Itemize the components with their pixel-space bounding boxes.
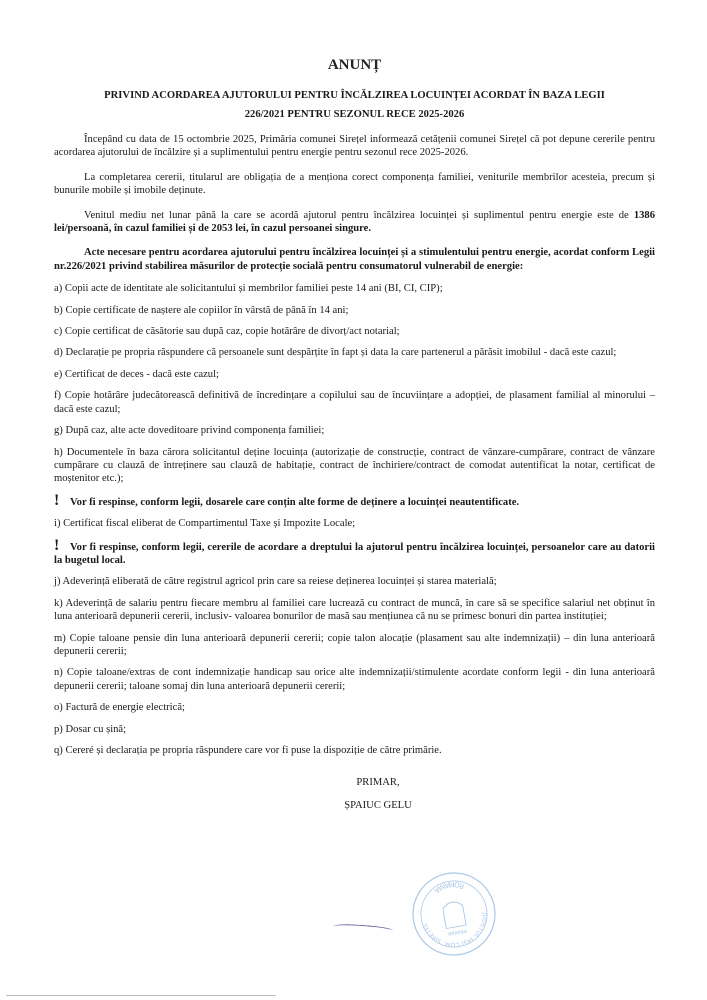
stamp-text-bottom: ROMANIA	[432, 879, 466, 895]
exclamation-icon: !	[54, 536, 60, 554]
handwritten-signature	[333, 923, 393, 934]
list-item-o: o) Factură de energie electrică;	[54, 702, 185, 714]
list-item-n: n) Copie taloane/extras de cont indemnizație handicap sau orice alte indemnizații/stimulente acordate conform legii - din luna anterioară depunerii cererii; taloane somaj din luna anterioară depunerii cererii;	[54, 667, 655, 692]
income-thresholds: 1386 lei/persoană, în cazul familiei și de 2053 lei, în cazul persoanei singure.	[54, 209, 655, 235]
list-item-b: b) Copie certificate de naștere ale copiilor în vârstă de până în 14 ani;	[54, 304, 349, 316]
list-item-j: j) Adeverință eliberată de către registrul agricol prin care sa reiese deținerea locuinței și starea materială;	[54, 576, 497, 588]
list-item-e: e) Certificat de deces - dacă este cazul;	[54, 368, 219, 380]
warning-text-1: Vor fi respinse, conform legii, dosarele care conțin alte forme de deținere a locuinței neautentificate.	[70, 496, 520, 508]
income-text: Venitul mediu net lunar până la care se acordă ajutorul pentru încălzirea locuinței și suplimentul pentru energie este de	[84, 209, 634, 221]
signature-name: ȘPAIUC GELU	[344, 800, 412, 812]
exclamation-icon: !	[54, 491, 60, 509]
income-paragraph	[54, 209, 655, 236]
stamp-text-top: JUDEȚUL IAȘI COM. SIREȚEL	[421, 912, 489, 949]
stamp-label: PRIMAR	[447, 927, 468, 937]
list-item-g: g) După caz, alte acte doveditoare privind componența familiei;	[54, 425, 325, 437]
list-item-k: k) Adeverință de salariu pentru fiecare membru al familiei care lucrează cu contract de muncă, în care să se specifice salariul net obținut în luna anterioară depunerii cererii, inclusiv- valoarea bonurilor de masă sau mențiunea că nu se primesc bonuri din partea instituției;	[54, 597, 655, 623]
list-item-q: q) Cereré și declarația pe propria răspundere care vor fi puse la dispoziție de către primărie.	[54, 745, 442, 756]
list-item-d: d) Declarație pe propria răspundere că persoanele sunt despărțite în fapt și data la care partenerul a părăsit imobilul - dacă este cazul;	[54, 347, 617, 359]
list-item-a: a) Copii acte de identitate ale solicitantului și membrilor familiei peste 14 ani (BI, CI, CIP);	[54, 283, 443, 295]
list-item-f: f) Copie hotărâre judecătorească definitivă de încredințare a copilului sau de încuviințare a adopției, de plasament familial al minorului – dacă este cazul;	[54, 390, 655, 415]
list-item-m: m) Copie taloane pensie din luna anterioară depunerii cererii; copie talon alocație (plasament sau alte indemnizații) – din luna anterioară depunerii cererii;	[54, 632, 655, 657]
warning-text-2: Vor fi respinse, conform legii, cererile de acordare a dreptului la ajutorul pentru încălzirea locuinței, persoanelor care au datorii la bugetul local.	[54, 541, 655, 566]
document-subtitle	[50, 86, 659, 124]
official-stamp-icon	[411, 871, 497, 957]
list-item-h: h) Documentele în baza cărora solicitantul deține locuința (autorizație de construcție, contract de vânzare-cumpărare, contract de vânzare cumpărare cu clauză de întreținere sau clauză de habitație, contract de închiriere/contract de comodat autentificat la notar, certificat de moștenitor etc.);	[54, 446, 655, 485]
warning-unauthenticated	[54, 491, 655, 509]
stamp-coat-of-arms	[442, 900, 466, 928]
signature-role: PRIMAR,	[356, 777, 400, 789]
list-item-c: c) Copie certificat de căsătorie sau după caz, copie hotărâre de divorț/act notarial;	[54, 326, 400, 338]
documents-heading: Acte necesare pentru acordarea ajutorului pentru încălzirea locuinței și a stimulentului pentru energie, acordat conform Legii nr.226/2021 privind stabilirea măsurilor de protecție socială pentru consumatorul vulnerabil de energie:	[54, 247, 655, 272]
signature-block	[318, 771, 438, 817]
list-item-i: i) Certificat fiscal eliberat de Compartimentul Taxe și Impozite Locale;	[54, 518, 356, 530]
list-item-p: p) Dosar cu șină;	[54, 723, 127, 735]
document-title: ANUNȚ	[327, 57, 382, 73]
document-body	[54, 56, 655, 817]
subtitle-line-1: PRIVIND ACORDAREA AJUTORULUI PENTRU ÎNCĂLZIREA LOCUINȚEI ACORDAT ÎN BAZA LEGII	[104, 90, 605, 101]
obligation-paragraph: La completarea cererii, titularul are obligația de a menționa corect componența familiei, veniturile membrilor acesteia, precum și bunurile mobile și imobile deținute.	[54, 171, 655, 197]
page-bottom-edge	[6, 995, 276, 996]
warning-local-debts	[54, 536, 655, 568]
subtitle-line-2: 226/2021 PENTRU SEZONUL RECE 2025-2026	[244, 109, 465, 120]
intro-paragraph: Începând cu data de 15 octombrie 2025, Primăria comunei Sirețel informează cetățenii comunei Sirețel că pot depune cererile pentru acordarea ajutorului de încălzire și a suplimentului pentru energie pentru sezonul rece 2025-2026.	[54, 134, 655, 159]
